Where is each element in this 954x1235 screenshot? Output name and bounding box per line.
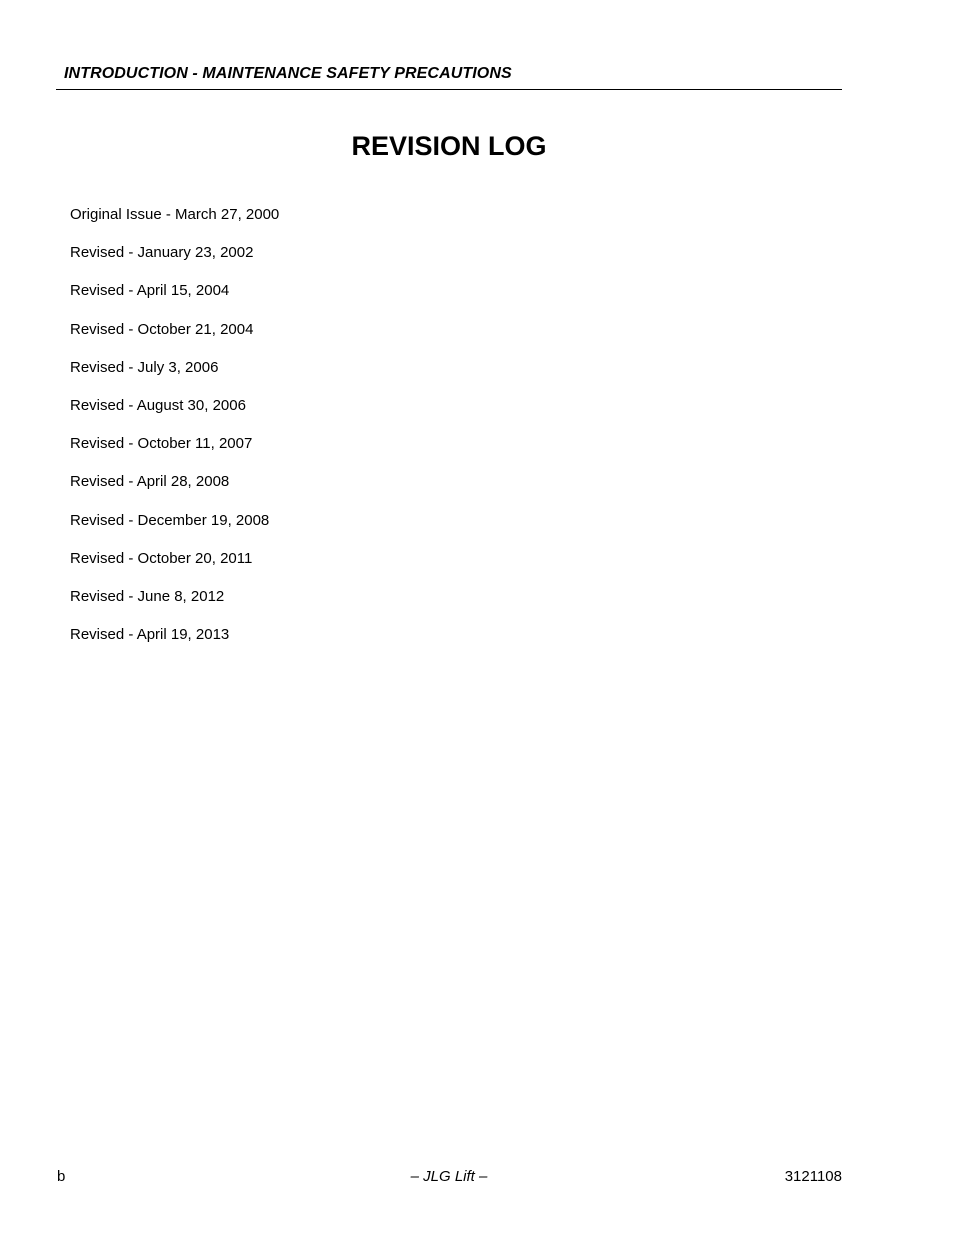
revision-list — [70, 205, 279, 663]
revision-entry: Revised - October 20, 2011 — [70, 549, 253, 567]
footer-publisher: – JLG Lift – — [410, 1168, 488, 1185]
revision-entry: Revised - April 15, 2004 — [70, 282, 230, 300]
page-title: REVISION LOG — [351, 131, 547, 161]
revision-entry: Revised - June 8, 2012 — [70, 587, 225, 605]
revision-entry: Revised - April 28, 2008 — [70, 473, 230, 491]
revision-entry: Revised - October 21, 2004 — [70, 320, 254, 338]
revision-entry: Revised - October 11, 2007 — [70, 435, 253, 453]
revision-entry: Revised - August 30, 2006 — [70, 396, 246, 414]
revision-entry: Revised - July 3, 2006 — [70, 358, 219, 376]
revision-entry: Revised - April 19, 2013 — [70, 626, 230, 644]
footer-document-number: 3121108 — [784, 1168, 842, 1185]
revision-entry: Original Issue - March 27, 2000 — [70, 206, 280, 223]
section-header-title: INTRODUCTION - MAINTENANCE SAFETY PRECAUTIONS — [64, 65, 512, 82]
revision-entry: Revised - January 23, 2002 — [70, 244, 254, 262]
footer-page-label: b — [57, 1168, 66, 1185]
header-divider — [56, 89, 842, 90]
revision-entry: Revised - December 19, 2008 — [70, 511, 270, 529]
